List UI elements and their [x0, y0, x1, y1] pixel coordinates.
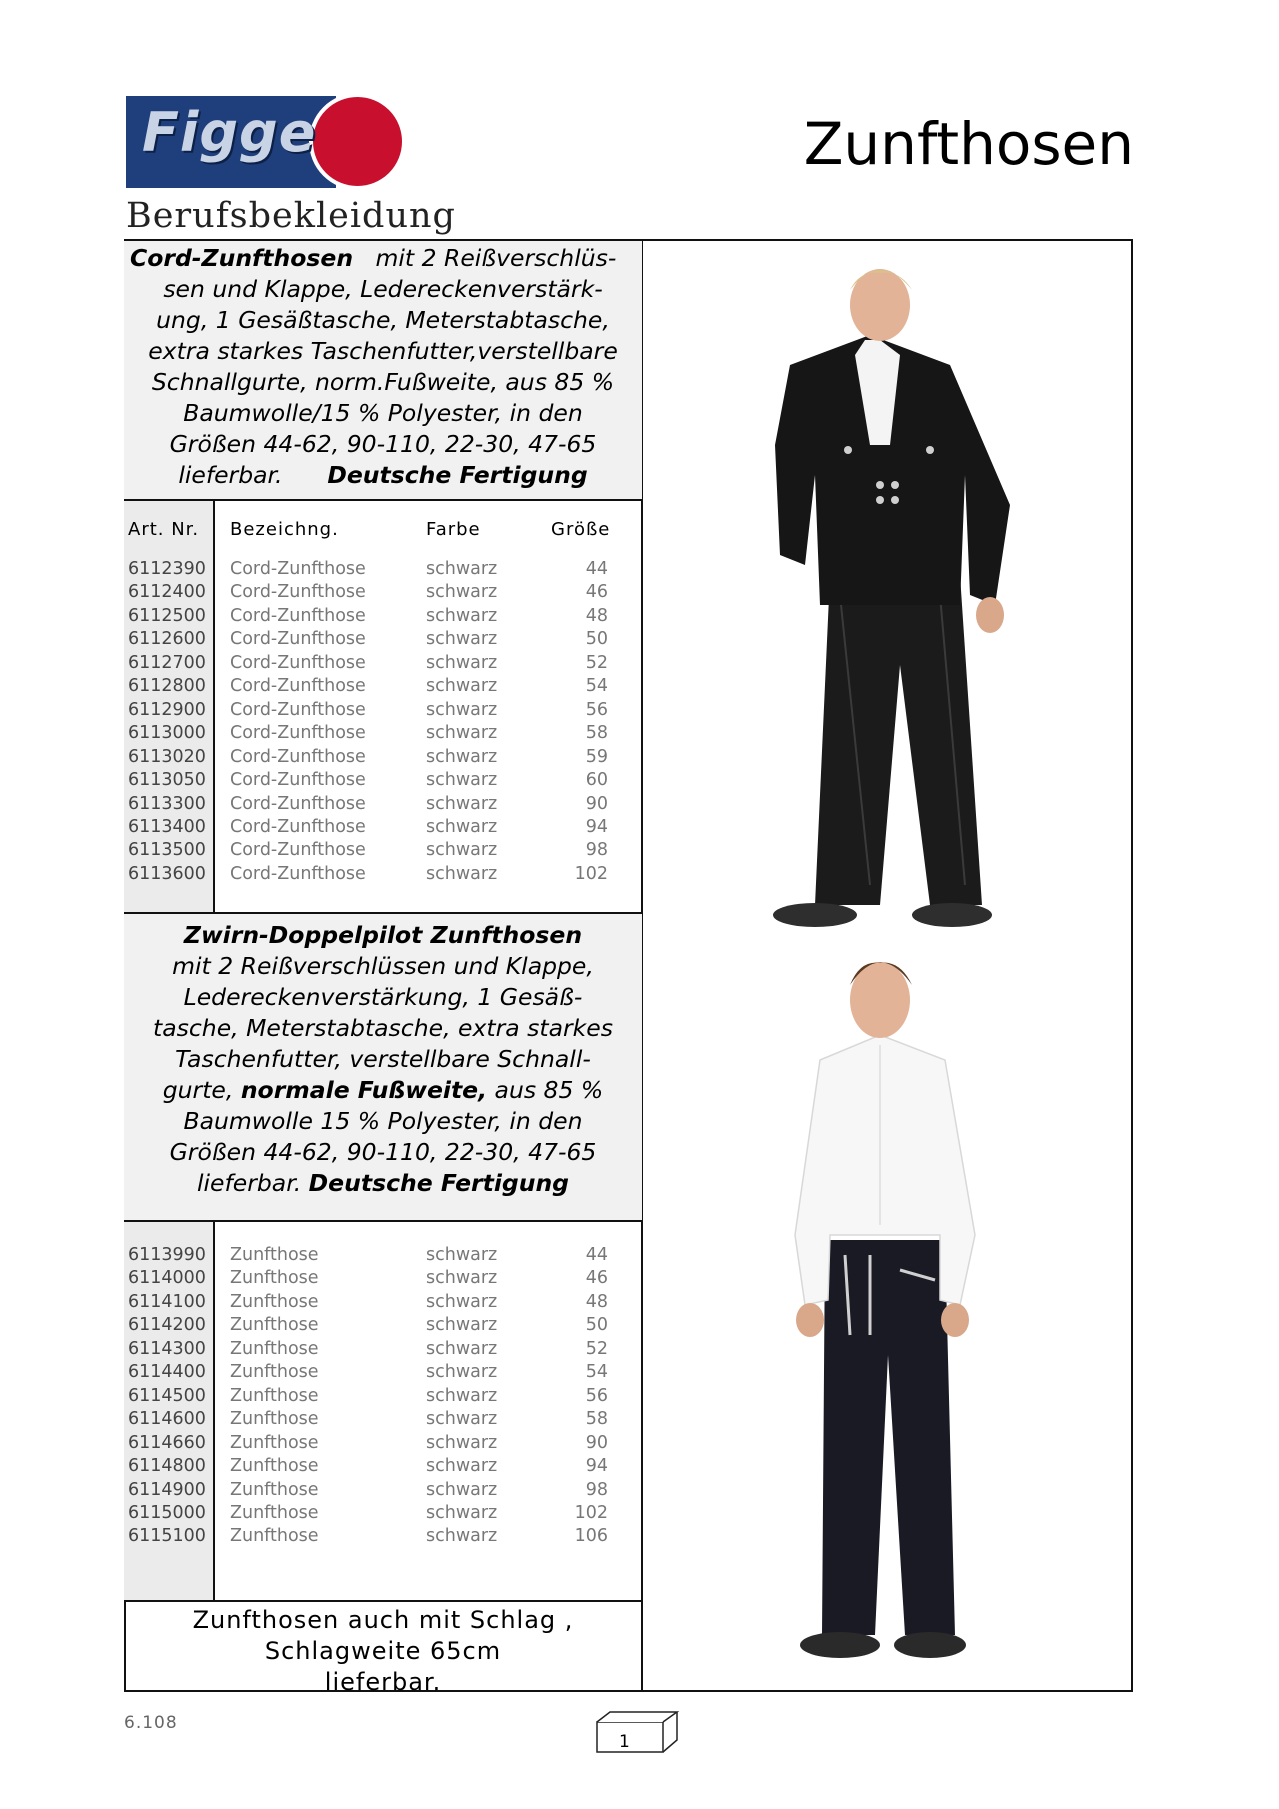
table-row	[124, 817, 642, 841]
article-color: schwarz	[426, 1268, 498, 1289]
article-name: Cord-Zunfthose	[230, 770, 366, 791]
page-number: 1	[619, 1732, 630, 1752]
table-row	[124, 1433, 642, 1457]
article-name: Zunfthose	[230, 1291, 319, 1312]
article-number: 6115000	[128, 1502, 206, 1523]
article-color: schwarz	[426, 1245, 498, 1265]
article-number: 6114100	[128, 1291, 206, 1312]
article-color: schwarz	[426, 605, 498, 626]
article-size: 52	[585, 1338, 608, 1359]
col-header-art: Art. Nr.	[128, 519, 200, 540]
article-name: Cord-Zunfthose	[230, 676, 366, 697]
article-name: Zunfthose	[230, 1338, 319, 1359]
article-number: 6112390	[128, 559, 206, 579]
article-number: 6112400	[128, 582, 206, 603]
article-name: Zunfthose	[230, 1456, 319, 1477]
article-table-cord	[124, 501, 642, 912]
article-number: 6113990	[128, 1245, 206, 1265]
article-number: 6113400	[128, 816, 206, 837]
article-color: schwarz	[426, 629, 498, 650]
article-size: 50	[585, 629, 608, 650]
article-size: 94	[585, 816, 608, 837]
article-name: Zunfthose	[230, 1526, 319, 1547]
desc-line: aus 85 %	[494, 1076, 604, 1104]
product-photo-zwirn-trousers	[780, 935, 1000, 1675]
article-size: 102	[574, 863, 608, 884]
desc-line: Schnallgurte, norm.Fußweite, aus 85 %	[151, 368, 615, 396]
note-box	[124, 1600, 642, 1696]
article-size: 48	[585, 1291, 608, 1312]
desc-line: ung, 1 Gesäßtasche, Meterstabtasche,	[156, 306, 610, 334]
desc-line: Ledereckenverstärkung, 1 Gesäß-	[183, 983, 583, 1011]
article-color: schwarz	[426, 1479, 498, 1500]
table-row	[124, 1386, 642, 1410]
article-color: schwarz	[426, 652, 498, 673]
article-number: 6113300	[128, 793, 206, 814]
article-name: Zunfthose	[230, 1479, 319, 1500]
table-row	[124, 1315, 642, 1339]
page-reference: 6.108	[124, 1713, 178, 1733]
article-color: schwarz	[426, 1362, 498, 1383]
product-description-zwirn	[124, 912, 642, 1222]
article-color: schwarz	[426, 1338, 498, 1359]
article-number: 6114900	[128, 1479, 206, 1500]
product-name-cord: Cord-Zunfthosen	[130, 244, 354, 272]
table-row	[124, 1339, 642, 1363]
article-name: Cord-Zunfthose	[230, 840, 366, 861]
article-name: Cord-Zunfthose	[230, 746, 366, 767]
article-number: 6114660	[128, 1432, 206, 1453]
page-number-box	[595, 1710, 680, 1755]
article-color: schwarz	[426, 1526, 498, 1547]
article-size: 58	[585, 723, 608, 744]
article-table-zwirn	[124, 1222, 642, 1600]
article-size: 54	[585, 676, 608, 697]
table-row	[124, 1480, 642, 1504]
article-size: 60	[585, 770, 608, 791]
article-number: 6114400	[128, 1362, 206, 1383]
article-name: Zunfthose	[230, 1385, 319, 1406]
article-size: 46	[585, 1268, 608, 1289]
article-name: Cord-Zunfthose	[230, 605, 366, 626]
article-color: schwarz	[426, 1315, 498, 1336]
article-color: schwarz	[426, 770, 498, 791]
article-color: schwarz	[426, 840, 498, 861]
article-name: Cord-Zunfthose	[230, 699, 366, 720]
article-number: 6114300	[128, 1338, 206, 1359]
table-row	[124, 1292, 642, 1316]
table-row	[124, 1526, 642, 1550]
article-number: 6113020	[128, 746, 206, 767]
desc-bold: normale Fußweite,	[240, 1076, 488, 1104]
table-row	[124, 864, 642, 888]
article-color: schwarz	[426, 1385, 498, 1406]
article-number: 6113050	[128, 770, 206, 791]
article-number: 6112500	[128, 605, 206, 626]
note-line: lieferbar.	[324, 1668, 442, 1696]
article-size: 102	[574, 1502, 608, 1523]
article-size: 59	[585, 746, 608, 767]
article-name: Cord-Zunfthose	[230, 793, 366, 814]
article-color: schwarz	[426, 1456, 498, 1477]
desc-line: Größen 44-62, 90-110, 22-30, 47-65	[169, 430, 597, 458]
article-size: 90	[585, 1432, 608, 1453]
table-row	[124, 1245, 642, 1269]
article-number: 6112600	[128, 629, 206, 650]
logo-text: Figge	[142, 101, 317, 164]
page-title: Zunfthosen	[803, 110, 1134, 178]
article-size: 44	[585, 559, 608, 579]
article-name: Zunfthose	[230, 1315, 319, 1336]
article-size: 50	[585, 1315, 608, 1336]
table-row	[124, 794, 642, 818]
article-name: Zunfthose	[230, 1502, 319, 1523]
article-name: Cord-Zunfthose	[230, 652, 366, 673]
note-line: Zunfthosen auch mit Schlag ,	[192, 1606, 574, 1634]
article-name: Zunfthose	[230, 1409, 319, 1430]
article-number: 6114600	[128, 1409, 206, 1430]
article-size: 48	[585, 605, 608, 626]
article-color: schwarz	[426, 816, 498, 837]
article-name: Cord-Zunfthose	[230, 629, 366, 650]
note-line: Schlagweite 65cm	[264, 1637, 502, 1665]
desc-line: Baumwolle/15 % Polyester, in den	[183, 399, 583, 427]
article-number: 6112800	[128, 676, 206, 697]
col-header-farbe: Farbe	[426, 519, 481, 540]
table-row	[124, 559, 642, 583]
article-size: 90	[585, 793, 608, 814]
desc-line: mit 2 Reißverschlüs-	[375, 244, 617, 272]
table-row	[124, 629, 642, 653]
article-color: schwarz	[426, 793, 498, 814]
table-row	[124, 770, 642, 794]
article-color: schwarz	[426, 746, 498, 767]
article-number: 6114200	[128, 1315, 206, 1336]
desc-line: mit 2 Reißverschlüssen und Klappe,	[172, 952, 594, 980]
table-row	[124, 723, 642, 747]
table-row	[124, 1409, 642, 1433]
logo-red-circle	[309, 93, 406, 190]
article-size: 56	[585, 1385, 608, 1406]
article-size: 98	[585, 840, 608, 861]
article-name: Zunfthose	[230, 1245, 319, 1265]
table-row	[124, 1362, 642, 1386]
article-size: 94	[585, 1456, 608, 1477]
table-row	[124, 1503, 642, 1527]
article-size: 106	[574, 1526, 608, 1547]
article-size: 98	[585, 1479, 608, 1500]
page-box-icon	[595, 1710, 680, 1755]
table-row	[124, 653, 642, 677]
table-row	[124, 700, 642, 724]
article-size: 56	[585, 699, 608, 720]
article-number: 6112900	[128, 699, 206, 720]
article-color: schwarz	[426, 863, 498, 884]
table-row	[124, 1268, 642, 1292]
article-number: 6114800	[128, 1456, 206, 1477]
desc-line: sen und Klappe, Ledereckenverstärk-	[163, 275, 603, 303]
brand-logo	[126, 93, 416, 190]
desc-line: Taschenfutter, verstellbare Schnall-	[175, 1045, 591, 1073]
article-size: 46	[585, 582, 608, 603]
table-row	[124, 676, 642, 700]
desc-line: Baumwolle 15 % Polyester, in den	[183, 1107, 583, 1135]
table-row	[124, 1456, 642, 1480]
article-color: schwarz	[426, 1432, 498, 1453]
article-name: Cord-Zunfthose	[230, 559, 366, 579]
table-row	[124, 840, 642, 864]
col-header-bezeichnung: Bezeichng.	[230, 519, 339, 540]
table-row	[124, 606, 642, 630]
article-number: 6115100	[128, 1526, 206, 1547]
article-color: schwarz	[426, 582, 498, 603]
article-size: 58	[585, 1409, 608, 1430]
article-name: Zunfthose	[230, 1268, 319, 1289]
made-in-label: Deutsche Fertigung	[327, 461, 588, 489]
made-in-label: Deutsche Fertigung	[308, 1169, 569, 1197]
article-number: 6113000	[128, 723, 206, 744]
desc-line: lieferbar.	[178, 461, 283, 489]
desc-line: gurte,	[162, 1076, 234, 1104]
desc-line: extra starkes Taschenfutter,verstellbare	[148, 337, 618, 365]
product-description-cord	[124, 241, 642, 501]
article-size: 44	[585, 1245, 608, 1265]
article-number: 6112700	[128, 652, 206, 673]
article-size: 52	[585, 652, 608, 673]
article-name: Zunfthose	[230, 1362, 319, 1383]
article-color: schwarz	[426, 699, 498, 720]
table-row	[124, 582, 642, 606]
article-name: Cord-Zunfthose	[230, 723, 366, 744]
article-color: schwarz	[426, 1409, 498, 1430]
article-number: 6114000	[128, 1268, 206, 1289]
desc-line: tasche, Meterstabtasche, extra starkes	[153, 1014, 613, 1042]
product-photo-cord-suit	[720, 245, 1010, 945]
article-name: Cord-Zunfthose	[230, 582, 366, 603]
desc-line: lieferbar.	[196, 1169, 302, 1197]
col-header-groesse: Größe	[551, 519, 611, 540]
article-number: 6114500	[128, 1385, 206, 1406]
desc-line: Größen 44-62, 90-110, 22-30, 47-65	[169, 1138, 597, 1166]
article-number: 6113500	[128, 840, 206, 861]
article-color: schwarz	[426, 559, 498, 579]
article-color: schwarz	[426, 676, 498, 697]
article-color: schwarz	[426, 1502, 498, 1523]
table-row	[124, 747, 642, 771]
article-name: Cord-Zunfthose	[230, 816, 366, 837]
article-name: Cord-Zunfthose	[230, 863, 366, 884]
article-size: 54	[585, 1362, 608, 1383]
logo-subtitle: Berufsbekleidung	[126, 196, 456, 236]
article-color: schwarz	[426, 1291, 498, 1312]
product-name-zwirn: Zwirn-Doppelpilot Zunfthosen	[183, 921, 583, 949]
article-color: schwarz	[426, 723, 498, 744]
article-number: 6113600	[128, 863, 206, 884]
article-name: Zunfthose	[230, 1432, 319, 1453]
